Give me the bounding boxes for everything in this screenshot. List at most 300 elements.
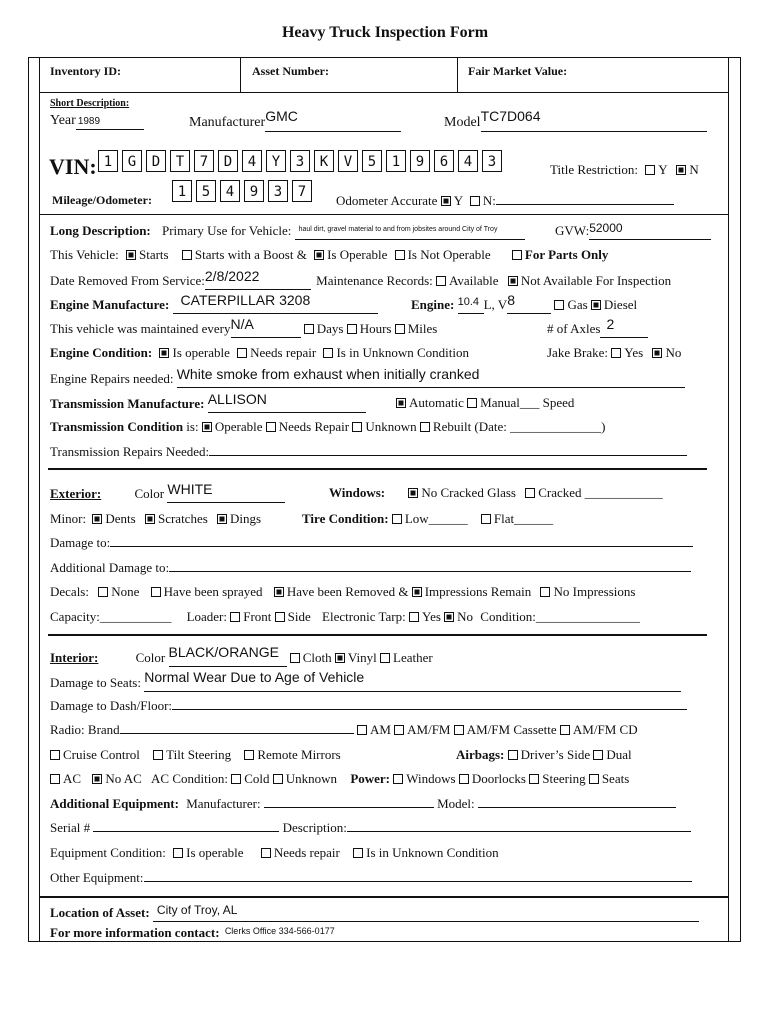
serial-row [50, 820, 691, 836]
odometer-accurate-row [336, 193, 674, 209]
title-restriction-y-label: Y [658, 162, 668, 177]
axles-label: # of Axles [547, 321, 601, 336]
trans-cond-label: Transmission Condition [50, 419, 184, 434]
windows-label: Windows: [329, 485, 386, 500]
location-row [50, 905, 699, 922]
year-field[interactable] [76, 113, 144, 130]
odometer-accurate-label: Odometer Accurate [336, 193, 438, 208]
vin-char: 7 [194, 150, 214, 172]
gas-checkbox[interactable] [554, 300, 564, 310]
amfm-cd-label: AM/FM CD [572, 722, 638, 737]
vin-label: VIN: [49, 154, 97, 179]
loader-front-label: Front [243, 609, 272, 624]
trans-rebuilt-label: Rebuilt (Date: ______________) [432, 419, 606, 434]
header-divider-2 [457, 57, 458, 92]
engine-l-field[interactable] [458, 297, 484, 314]
diesel-label: Diesel [603, 297, 638, 312]
fair-market-value-label: Fair Market Value: [468, 64, 568, 78]
am-label: AM [369, 722, 391, 737]
additional-equipment-label: Additional Equipment: [50, 796, 179, 811]
location-value: City of Troy, AL [156, 903, 238, 917]
is-operable-checkbox[interactable] [314, 250, 324, 260]
interior-divider [48, 634, 707, 636]
vin-char: D [146, 150, 166, 172]
maintained-value: N/A [230, 316, 254, 332]
starts-checkbox[interactable] [126, 250, 136, 260]
cloth-label: Cloth [302, 650, 332, 665]
primary-use-value: haul dirt, gravel material to and from jobsites around City of Troy [298, 226, 498, 233]
tire-row [302, 511, 553, 527]
damage-to-label: Damage to: [50, 535, 111, 550]
model-row [444, 108, 707, 132]
decals-sprayed-checkbox[interactable] [151, 587, 161, 597]
equip-model-field[interactable] [478, 807, 676, 808]
minor-row [50, 511, 261, 527]
power-label: Power: [350, 771, 391, 786]
amfm-cassette-checkbox[interactable] [454, 725, 464, 735]
odometer-n-label: N: [482, 193, 496, 208]
jake-brake-label: Jake Brake: [547, 345, 609, 360]
trans-cond-is: is: [186, 419, 199, 434]
starts-boost-label: Starts with a Boost & [194, 247, 307, 262]
starts-label: Starts [138, 247, 169, 262]
leather-label: Leather [393, 650, 433, 665]
tire-label: Tire Condition: [302, 511, 389, 526]
vin-char: 1 [386, 150, 406, 172]
amfm-cassette-label: AM/FM Cassette [466, 722, 557, 737]
date-removed-label: Date Removed From Service: [50, 273, 205, 288]
cruise-checkbox[interactable] [50, 750, 60, 760]
radio-label: Radio: Brand [50, 722, 120, 737]
manual-checkbox[interactable] [467, 398, 477, 408]
equip-manufacturer-field[interactable] [264, 807, 434, 808]
dings-label: Dings [230, 511, 262, 526]
ac-label: AC [63, 771, 82, 786]
damage-dash-row [50, 698, 687, 714]
year-label: Year [50, 113, 76, 128]
equip-unknown-label: Is in Unknown Condition [366, 845, 499, 860]
tire-flat-checkbox[interactable] [481, 514, 491, 524]
manufacturer-row [189, 108, 401, 132]
header-divider-1 [240, 57, 241, 92]
manufacturer-field[interactable] [265, 108, 401, 132]
gvw-label: GVW: [555, 223, 590, 238]
tarp-no-label: No [457, 609, 474, 624]
vinyl-label: Vinyl [347, 650, 377, 665]
no-impressions-checkbox[interactable] [540, 587, 550, 597]
gvw-value: 52000 [589, 221, 623, 235]
tire-low-checkbox[interactable] [392, 514, 402, 524]
capacity-label: Capacity:___________ [50, 609, 172, 624]
contact-row [50, 925, 693, 942]
miles-label: Miles [407, 321, 438, 336]
mileage-digit: 3 [268, 180, 288, 202]
amfm-label: AM/FM [407, 722, 451, 737]
mileage-digit: 9 [244, 180, 264, 202]
no-ac-label: No AC [105, 771, 142, 786]
title-restriction-n-checkbox[interactable] [676, 165, 686, 175]
power-doorlocks-checkbox[interactable] [459, 774, 469, 784]
automatic-label: Automatic [409, 395, 464, 410]
frame-right-inner [728, 57, 729, 942]
equip-operable-label: Is operable [186, 845, 244, 860]
equip-operable-checkbox[interactable] [173, 848, 183, 858]
other-equipment-label: Other Equipment: [50, 870, 144, 885]
maintained-field[interactable] [230, 316, 301, 338]
available-checkbox[interactable] [436, 276, 446, 286]
loader-side-label: Side [287, 609, 311, 624]
gvw-row [555, 223, 711, 240]
tarp-yes-checkbox[interactable] [409, 612, 419, 622]
trans-repairs-row [50, 444, 687, 460]
not-operable-label: Is Not Operable [407, 247, 491, 262]
axles-field[interactable] [600, 316, 648, 338]
manufacturer-label: Manufacturer [189, 115, 266, 130]
impressions-remain-checkbox[interactable] [412, 587, 422, 597]
engine-repairs-value: White smoke from exhaust when initially cranked [176, 366, 480, 382]
maintenance-records-label: Maintenance Records: [316, 273, 433, 288]
jake-brake-yes-label: Yes [624, 345, 644, 360]
parts-only-checkbox[interactable] [512, 250, 522, 260]
engine-mfr-field[interactable] [173, 292, 378, 314]
title-restriction-n-label: N [689, 162, 699, 177]
footer-divider [39, 896, 729, 898]
model-label: Model [444, 115, 481, 130]
jake-brake-no-label: No [665, 345, 682, 360]
engine-l-value: 10.4 [457, 296, 480, 308]
jake-brake-yes-checkbox[interactable] [611, 348, 621, 358]
airbags-row [456, 747, 632, 763]
trans-repairs-field[interactable] [209, 455, 687, 456]
primary-use-row [50, 223, 525, 240]
mirrors-label: Remote Mirrors [257, 747, 341, 762]
axles-value: 2 [606, 316, 615, 332]
loader-side-checkbox[interactable] [275, 612, 285, 622]
engine-l-v-label: L, V [483, 297, 508, 312]
trans-mfr-value: ALLISON [207, 391, 267, 407]
additional-damage-field[interactable] [169, 571, 691, 572]
year-value: 1989 [77, 116, 101, 127]
title-restriction-y-checkbox[interactable] [645, 165, 655, 175]
hours-label: Hours [359, 321, 392, 336]
power-steering-label: Steering [542, 771, 586, 786]
vin-char: 3 [290, 150, 310, 172]
vin-char: 3 [482, 150, 502, 172]
decals-none-checkbox[interactable] [98, 587, 108, 597]
minor-label: Minor: [50, 511, 87, 526]
power-steering-checkbox[interactable] [529, 774, 539, 784]
dings-checkbox[interactable] [217, 514, 227, 524]
serial-field[interactable] [93, 831, 279, 832]
interior-color-field[interactable] [168, 644, 287, 667]
manufacturer-value: GMC [265, 108, 298, 124]
exterior-color-label: Color [134, 486, 165, 501]
trans-unknown-checkbox[interactable] [352, 422, 362, 432]
tarp-yes-label: Yes [421, 609, 441, 624]
other-equipment-row [50, 870, 692, 886]
ac-condition-label: AC Condition: [151, 771, 228, 786]
engine-unknown-label: Is in Unknown Condition [336, 345, 469, 360]
odometer-y-label: Y [453, 193, 463, 208]
maintained-row [50, 316, 438, 338]
damage-seats-value: Normal Wear Due to Age of Vehicle [144, 669, 365, 685]
ac-unknown-label: Unknown [285, 771, 338, 786]
is-operable-label: Is Operable [327, 247, 388, 262]
tilt-checkbox[interactable] [153, 750, 163, 760]
decals-row [50, 584, 635, 600]
additional-damage-label: Additional Damage to: [50, 560, 170, 575]
location-label: Location of Asset: [50, 905, 150, 920]
engine-v-field[interactable] [507, 292, 551, 314]
serial-label: Serial # [50, 820, 91, 835]
engine-mfr-label: Engine Manufacture: [50, 297, 170, 312]
days-label: Days [316, 321, 344, 336]
trans-needs-repair-label: Needs Repair [278, 419, 350, 434]
mileage-digit: 4 [220, 180, 240, 202]
ac-unknown-checkbox[interactable] [273, 774, 283, 784]
engine-repairs-row [50, 366, 685, 388]
cracked-label: Cracked ____________ [538, 485, 663, 500]
mirrors-checkbox[interactable] [244, 750, 254, 760]
tarp-no-checkbox[interactable] [444, 612, 454, 622]
additional-equipment-row [50, 796, 676, 812]
inventory-id-label: Inventory ID: [50, 64, 121, 78]
am-checkbox[interactable] [357, 725, 367, 735]
scratches-label: Scratches [157, 511, 208, 526]
power-windows-checkbox[interactable] [393, 774, 403, 784]
cracked-checkbox[interactable] [525, 488, 535, 498]
no-cracked-checkbox[interactable] [408, 488, 418, 498]
axles-row [547, 316, 648, 338]
vin-char: 9 [410, 150, 430, 172]
this-vehicle-row [50, 247, 608, 263]
trans-mfr-field[interactable] [207, 391, 366, 413]
damage-to-field[interactable] [110, 546, 693, 547]
vin-boxes[interactable] [98, 150, 506, 172]
date-removed-row [50, 268, 672, 290]
equip-needs-repair-label: Needs repair [273, 845, 340, 860]
equip-needs-repair-checkbox[interactable] [261, 848, 271, 858]
decals-removed-checkbox[interactable] [274, 587, 284, 597]
primary-use-label: Primary Use for Vehicle: [162, 223, 292, 238]
engine-label: Engine: [411, 297, 455, 312]
engine-needs-repair-checkbox[interactable] [237, 348, 247, 358]
date-removed-value: 2/8/2022 [204, 268, 260, 284]
form-title: Heavy Truck Inspection Form [281, 24, 489, 41]
vin-char: 6 [434, 150, 454, 172]
dents-label: Dents [105, 511, 136, 526]
vin-char: G [122, 150, 142, 172]
date-removed-field[interactable] [204, 268, 311, 290]
engine-repairs-field[interactable] [176, 366, 685, 388]
location-field[interactable] [153, 905, 699, 922]
loader-front-checkbox[interactable] [230, 612, 240, 622]
model-field[interactable] [480, 108, 707, 132]
power-windows-label: Windows [406, 771, 456, 786]
engine-unknown-checkbox[interactable] [323, 348, 333, 358]
damage-dash-field[interactable] [172, 709, 687, 710]
power-seats-checkbox[interactable] [589, 774, 599, 784]
gas-label: Gas [567, 297, 588, 312]
description-label: Description: [282, 820, 347, 835]
ac-cold-checkbox[interactable] [231, 774, 241, 784]
mileage-label: Mileage/Odometer: [52, 193, 152, 207]
diesel-checkbox[interactable] [591, 300, 601, 310]
vin-char: 1 [98, 150, 118, 172]
trans-rebuilt-checkbox[interactable] [420, 422, 430, 432]
contact-field[interactable] [223, 925, 693, 942]
not-operable-checkbox[interactable] [395, 250, 405, 260]
damage-seats-label: Damage to Seats: [50, 675, 141, 690]
ac-checkbox[interactable] [50, 774, 60, 784]
odometer-n-checkbox[interactable] [470, 196, 480, 206]
title-restriction-label: Title Restriction: [550, 162, 638, 177]
vin-char: V [338, 150, 358, 172]
trans-operable-label: Operable [214, 419, 263, 434]
starts-boost-checkbox[interactable] [182, 250, 192, 260]
trans-needs-repair-checkbox[interactable] [266, 422, 276, 432]
amfm-checkbox[interactable] [394, 725, 404, 735]
exterior-color-field[interactable] [167, 481, 285, 503]
impressions-remain-label: Impressions Remain [424, 584, 532, 599]
miles-checkbox[interactable] [395, 324, 405, 334]
tarp-label: Electronic Tarp: [322, 609, 406, 624]
equip-model-label: Model: [437, 796, 475, 811]
engine-v-value: 8 [507, 292, 515, 308]
additional-damage-row [50, 560, 691, 576]
contact-value: Clerks Office 334-566-0177 [224, 926, 335, 936]
no-ac-checkbox[interactable] [92, 774, 102, 784]
decals-sprayed-label: Have been sprayed [163, 584, 263, 599]
long-description-top-line [39, 214, 729, 215]
frame-left-inner [39, 57, 40, 942]
power-doorlocks-label: Doorlocks [471, 771, 526, 786]
description-field[interactable] [347, 831, 691, 832]
tarp-condition-label: Condition:________________ [480, 609, 640, 624]
ac-cold-label: Cold [244, 771, 270, 786]
engine-repairs-label: Engine Repairs needed: [50, 371, 174, 386]
engine-needs-repair-label: Needs repair [250, 345, 317, 360]
cruise-label: Cruise Control [63, 747, 140, 762]
equip-unknown-checkbox[interactable] [353, 848, 363, 858]
vin-char: Y [266, 150, 286, 172]
dual-checkbox[interactable] [593, 750, 603, 760]
trans-cond-row [50, 419, 606, 435]
damage-seats-row [50, 669, 681, 692]
interior-color-label: Color [135, 650, 166, 665]
model-value: TC7D064 [480, 108, 541, 124]
no-cracked-label: No Cracked Glass [421, 485, 516, 500]
mileage-digit: 7 [292, 180, 312, 202]
trans-repairs-label: Transmission Repairs Needed: [50, 444, 210, 459]
odometer-y-checkbox[interactable] [441, 196, 451, 206]
amfm-cd-checkbox[interactable] [560, 725, 570, 735]
decals-removed-label: Have been Removed & [286, 584, 409, 599]
drivers-side-checkbox[interactable] [508, 750, 518, 760]
tire-low-label: Low______ [404, 511, 468, 526]
loader-label: Loader: [186, 609, 227, 624]
frame-top [28, 57, 741, 58]
jake-brake-no-checkbox[interactable] [652, 348, 662, 358]
windows-row [329, 485, 663, 501]
capacity-row [50, 609, 640, 625]
tilt-label: Tilt Steering [166, 747, 232, 762]
vin-char: 4 [242, 150, 262, 172]
scratches-checkbox[interactable] [145, 514, 155, 524]
vin-char: 5 [362, 150, 382, 172]
vin-char: D [218, 150, 238, 172]
power-seats-label: Seats [601, 771, 630, 786]
automatic-checkbox[interactable] [396, 398, 406, 408]
not-available-label: Not Available For Inspection [520, 273, 672, 288]
trans-unknown-label: Unknown [365, 419, 417, 434]
available-label: Available [448, 273, 499, 288]
exterior-divider [48, 468, 707, 470]
equipment-condition-row [50, 845, 499, 861]
days-checkbox[interactable] [304, 324, 314, 334]
other-equipment-field[interactable] [144, 881, 692, 882]
short-description-heading: Short Description: [50, 98, 130, 109]
dual-label: Dual [606, 747, 632, 762]
exterior-color-value: WHITE [167, 481, 213, 497]
contact-label: For more information contact: [50, 925, 220, 940]
engine-condition-row [50, 345, 469, 361]
engine-mfr-value: CATERPILLAR 3208 [180, 292, 311, 308]
trans-type-row [396, 395, 574, 411]
not-available-checkbox[interactable] [508, 276, 518, 286]
primary-use-field[interactable] [295, 223, 525, 240]
damage-to-row [50, 535, 693, 551]
vin-char: T [170, 150, 190, 172]
vinyl-checkbox[interactable] [335, 653, 345, 663]
interior-color-value: BLACK/ORANGE [168, 644, 279, 660]
engine-operable-checkbox[interactable] [159, 348, 169, 358]
damage-seats-field[interactable] [144, 669, 681, 692]
no-impressions-label: No Impressions [553, 584, 636, 599]
trans-mfr-label: Transmission Manufacture: [50, 396, 205, 411]
engine-condition-label: Engine Condition: [50, 345, 153, 360]
damage-dash-label: Damage to Dash/Floor: [50, 698, 173, 713]
exterior-heading: Exterior: [50, 486, 102, 501]
maintained-label: This vehicle was maintained every [50, 321, 231, 336]
dents-checkbox[interactable] [92, 514, 102, 524]
frame-left-outer [28, 57, 29, 942]
mileage-digit: 5 [196, 180, 216, 202]
trans-operable-checkbox[interactable] [202, 422, 212, 432]
mileage-boxes[interactable] [172, 180, 316, 202]
long-description-heading: Long Description: [50, 223, 151, 238]
engine-mfr-row [50, 292, 378, 314]
interior-heading: Interior: [50, 650, 99, 665]
manual-label: Manual___ Speed [480, 395, 575, 410]
mileage-digit: 1 [172, 180, 192, 202]
cloth-checkbox[interactable] [290, 653, 300, 663]
asset-number-label: Asset Number: [252, 64, 329, 78]
radio-brand-field[interactable] [120, 733, 354, 734]
equip-manufacturer-label: Manufacturer: [186, 796, 261, 811]
odometer-n-field[interactable] [496, 204, 674, 205]
engine-row [411, 292, 638, 314]
exterior-row [50, 481, 285, 503]
leather-checkbox[interactable] [380, 653, 390, 663]
decals-label: Decals: [50, 584, 89, 599]
parts-only-label: For Parts Only [524, 247, 609, 262]
gvw-field[interactable] [589, 223, 711, 240]
hours-checkbox[interactable] [347, 324, 357, 334]
interior-row [50, 644, 433, 667]
decals-none-label: None [111, 584, 140, 599]
this-vehicle-label: This Vehicle: [50, 247, 119, 262]
